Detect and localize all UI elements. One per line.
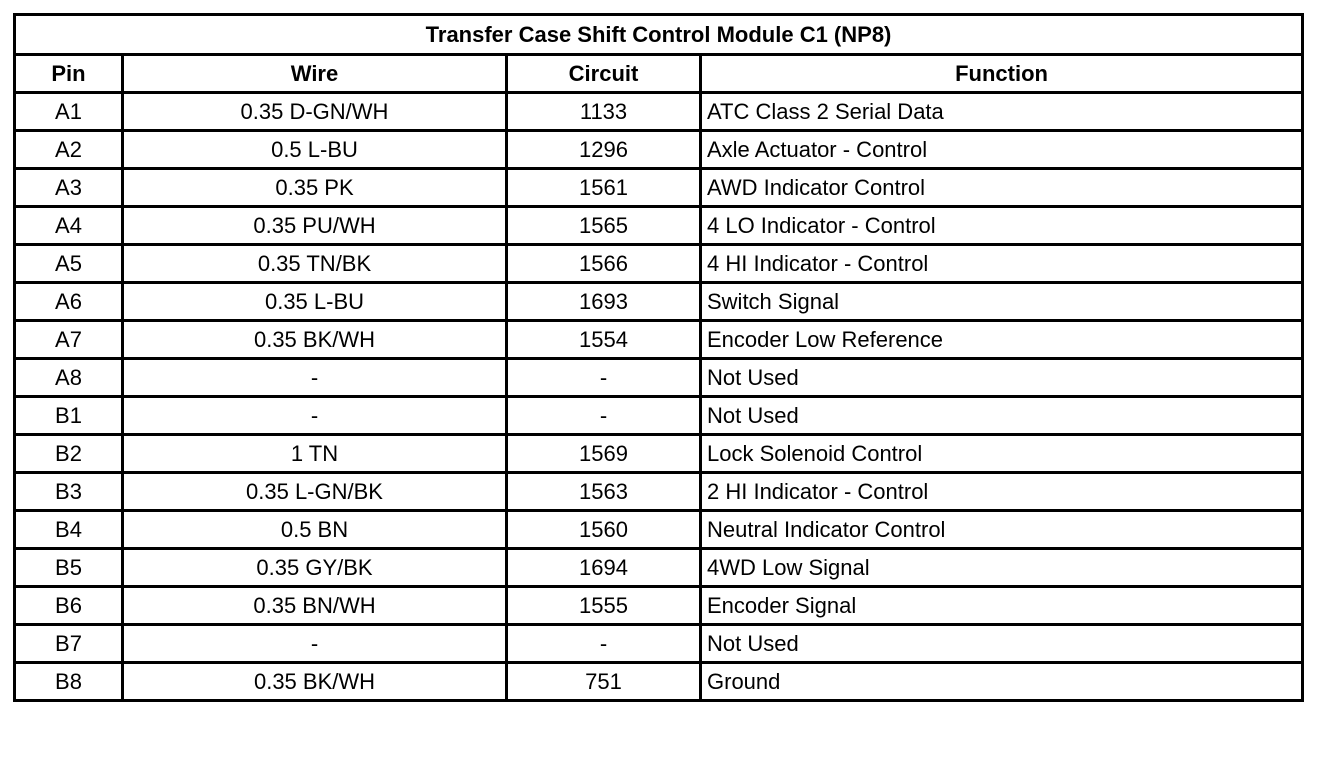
- table-row: [15, 587, 1303, 625]
- function-cell: Not Used: [701, 397, 1303, 435]
- table-row: [15, 511, 1303, 549]
- circuit-cell: 1694: [507, 549, 701, 587]
- function-cell: 4 HI Indicator - Control: [701, 245, 1303, 283]
- table-row: [15, 359, 1303, 397]
- table-title: Transfer Case Shift Control Module C1 (NP8): [15, 15, 1303, 55]
- wire-cell: 0.5 BN: [123, 511, 507, 549]
- wire-cell: 0.35 D-GN/WH: [123, 93, 507, 131]
- circuit-cell: 1693: [507, 283, 701, 321]
- circuit-cell: 1565: [507, 207, 701, 245]
- function-cell: Neutral Indicator Control: [701, 511, 1303, 549]
- circuit-cell: 1563: [507, 473, 701, 511]
- table-row: [15, 549, 1303, 587]
- pin-cell: B8: [15, 663, 123, 701]
- table-row: [15, 169, 1303, 207]
- header-circuit: Circuit: [507, 55, 701, 93]
- function-cell: Ground: [701, 663, 1303, 701]
- function-cell: Not Used: [701, 625, 1303, 663]
- pin-cell: A2: [15, 131, 123, 169]
- function-cell: Axle Actuator - Control: [701, 131, 1303, 169]
- wire-cell: 0.35 BN/WH: [123, 587, 507, 625]
- pin-cell: B1: [15, 397, 123, 435]
- pin-cell: A6: [15, 283, 123, 321]
- circuit-cell: 1555: [507, 587, 701, 625]
- header-pin: Pin: [15, 55, 123, 93]
- table-header-row: [15, 55, 1303, 93]
- table-row: [15, 435, 1303, 473]
- circuit-cell: -: [507, 625, 701, 663]
- circuit-cell: 1569: [507, 435, 701, 473]
- wire-cell: -: [123, 625, 507, 663]
- table-row: [15, 473, 1303, 511]
- wire-cell: 0.35 L-BU: [123, 283, 507, 321]
- circuit-cell: 751: [507, 663, 701, 701]
- circuit-cell: -: [507, 397, 701, 435]
- pin-cell: B4: [15, 511, 123, 549]
- pin-cell: A8: [15, 359, 123, 397]
- function-cell: Not Used: [701, 359, 1303, 397]
- pin-cell: A4: [15, 207, 123, 245]
- circuit-cell: 1566: [507, 245, 701, 283]
- wire-cell: 0.35 BK/WH: [123, 663, 507, 701]
- function-cell: Encoder Signal: [701, 587, 1303, 625]
- wire-cell: 0.35 BK/WH: [123, 321, 507, 359]
- function-cell: 2 HI Indicator - Control: [701, 473, 1303, 511]
- table-row: [15, 321, 1303, 359]
- pin-cell: A7: [15, 321, 123, 359]
- pin-cell: B6: [15, 587, 123, 625]
- table-body: [15, 93, 1303, 701]
- function-cell: ATC Class 2 Serial Data: [701, 93, 1303, 131]
- wire-cell: 0.35 TN/BK: [123, 245, 507, 283]
- circuit-cell: 1554: [507, 321, 701, 359]
- pin-cell: A1: [15, 93, 123, 131]
- wire-cell: 0.5 L-BU: [123, 131, 507, 169]
- function-cell: AWD Indicator Control: [701, 169, 1303, 207]
- wire-cell: 0.35 L-GN/BK: [123, 473, 507, 511]
- table-row: [15, 625, 1303, 663]
- wire-cell: -: [123, 359, 507, 397]
- pin-cell: A5: [15, 245, 123, 283]
- header-function: Function: [701, 55, 1303, 93]
- circuit-cell: -: [507, 359, 701, 397]
- pin-cell: B7: [15, 625, 123, 663]
- pin-cell: B3: [15, 473, 123, 511]
- wire-cell: 0.35 PU/WH: [123, 207, 507, 245]
- function-cell: Lock Solenoid Control: [701, 435, 1303, 473]
- header-wire: Wire: [123, 55, 507, 93]
- function-cell: Switch Signal: [701, 283, 1303, 321]
- circuit-cell: 1296: [507, 131, 701, 169]
- pin-cell: B5: [15, 549, 123, 587]
- circuit-cell: 1560: [507, 511, 701, 549]
- wire-cell: -: [123, 397, 507, 435]
- table-row: [15, 131, 1303, 169]
- pin-cell: B2: [15, 435, 123, 473]
- table-row: [15, 283, 1303, 321]
- function-cell: 4WD Low Signal: [701, 549, 1303, 587]
- function-cell: 4 LO Indicator - Control: [701, 207, 1303, 245]
- wire-cell: 0.35 PK: [123, 169, 507, 207]
- wire-cell: 0.35 GY/BK: [123, 549, 507, 587]
- wire-cell: 1 TN: [123, 435, 507, 473]
- pin-cell: A3: [15, 169, 123, 207]
- table-row: [15, 93, 1303, 131]
- function-cell: Encoder Low Reference: [701, 321, 1303, 359]
- table-row: [15, 397, 1303, 435]
- circuit-cell: 1133: [507, 93, 701, 131]
- table-row: [15, 245, 1303, 283]
- table-title-row: [15, 15, 1303, 55]
- table-row: [15, 207, 1303, 245]
- circuit-cell: 1561: [507, 169, 701, 207]
- table-row: [15, 663, 1303, 701]
- connector-pinout-table: [13, 13, 1304, 702]
